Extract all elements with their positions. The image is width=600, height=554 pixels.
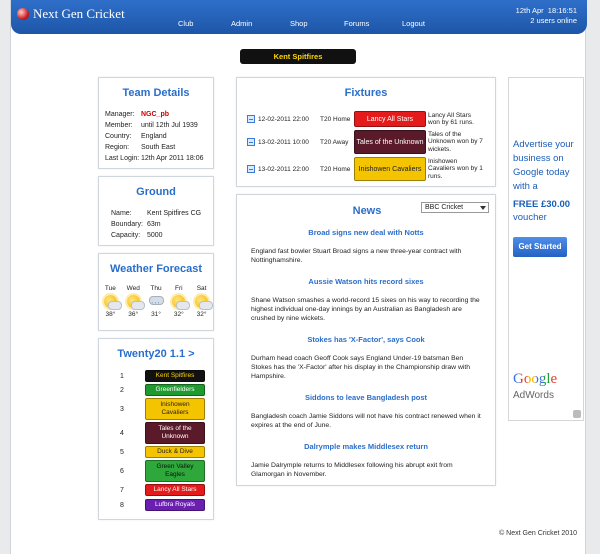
weather-day: Thu ' ' ' 31°	[147, 285, 165, 318]
team-link[interactable]: Inishowen Cavaliers	[145, 398, 205, 420]
news-box	[236, 194, 496, 486]
header-info	[516, 6, 577, 26]
get-started-button[interactable]: Get Started	[513, 237, 567, 257]
header-time: 18:16:51	[547, 6, 577, 15]
sun-cloud-icon	[127, 295, 140, 308]
opponent-link[interactable]: Tales of the Unknown	[354, 130, 426, 154]
news-body: Durham head coach Geoff Cook says England Under-19 batsman Ben Stokes has the 'X-Factor' after his display in the Championship draw with Hampshire.	[251, 355, 471, 380]
sun-cloud-icon	[195, 295, 208, 308]
team-link[interactable]: Greenfielders	[145, 384, 205, 396]
fixtures-box	[236, 77, 496, 187]
team-detail-country: Country: England	[105, 133, 167, 140]
nav-forums[interactable]: Forums	[344, 19, 370, 28]
nav-shop[interactable]: Shop	[290, 19, 308, 28]
team-details-box	[98, 77, 214, 169]
table-row: 5 Duck & Dive	[99, 446, 213, 458]
news-title: News	[352, 205, 382, 217]
main-nav	[11, 19, 587, 31]
ad-info-icon[interactable]	[573, 410, 581, 418]
weather-days	[99, 285, 213, 318]
news-body: Shane Watson smashes a world-record 15 sixes on his way to recording the highest individual one-day innings by an Australian as Bangladesh are crushed by nine wickets.	[251, 297, 480, 322]
table-row: 4 Tales of the Unknown	[99, 422, 213, 444]
fixture-row: 12-02-2011 22:00 T20 Home Lancy All Stars Lancy All Stars won by 61 runs.	[247, 111, 484, 127]
weather-day: Fri 32°	[173, 285, 184, 318]
fixture-row: 13-02-2011 22:00 T20 Home Inishowen Cavaliers Inishowen Cavaliers won by 1 runs.	[247, 157, 484, 181]
scorecard-icon[interactable]	[247, 165, 255, 173]
footer-copyright: © Next Gen Cricket 2010	[499, 530, 577, 537]
table-row: 8 Lufbra Royals	[99, 499, 213, 511]
ad-free: FREE £30.00	[513, 199, 571, 210]
fixture-result: Lancy All Stars won by 61 runs.	[428, 111, 474, 126]
team-detail-member: Member: until 12th Jul 1939	[105, 122, 198, 129]
sun-cloud-icon	[104, 295, 117, 308]
table-row: 7 Lancy All Stars	[99, 484, 213, 496]
google-logo	[513, 371, 557, 388]
fixture-result: Tales of the Unknown won by 7 wickets.	[428, 130, 483, 153]
weather-day: Tue 38°	[104, 285, 116, 318]
news-headline[interactable]: Siddons to leave Bangladesh post	[304, 393, 428, 402]
google-brand: Google	[513, 371, 558, 387]
twenty20-box	[98, 338, 214, 520]
table-row: 3 Inishowen Cavaliers	[99, 398, 213, 420]
scorecard-icon[interactable]	[247, 138, 255, 146]
sun-cloud-icon	[172, 295, 185, 308]
weather-title: Weather Forecast	[109, 263, 203, 275]
users-online: 2 users online	[530, 16, 577, 25]
news-headline[interactable]: Dalrymple makes Middlesex return	[304, 442, 428, 451]
header-date: 12th Apr	[515, 6, 544, 15]
weather-day: Wed 36°	[126, 285, 140, 318]
nav-logout[interactable]: Logout	[402, 19, 425, 28]
ad-voucher: voucher	[513, 212, 547, 223]
weather-box	[98, 253, 214, 331]
weather-day: Sat 32°	[196, 285, 207, 318]
ground-name: Name: Kent Spitfires CG	[111, 210, 202, 217]
opponent-link[interactable]: Inishowen Cavaliers	[354, 157, 426, 181]
ground-title: Ground	[136, 186, 176, 198]
news-headline[interactable]: Aussie Watson hits record sixes	[308, 277, 424, 286]
fixture-row: 13-02-2011 10:00 T20 Away Tales of the Unknown Tales of the Unknown won by 7 wickets.	[247, 130, 484, 154]
rain-icon	[149, 295, 162, 308]
table-row: 2 Greenfielders	[99, 384, 213, 396]
team-detail-last-login: Last Login: 12th Apr 2011 18:06	[105, 155, 204, 162]
news-body: Jamie Dalrymple returns to Middlesex following his abrupt exit from Glamorgan in November.	[251, 462, 453, 478]
fixtures-title: Fixtures	[344, 87, 388, 99]
team-link[interactable]: Tales of the Unknown	[145, 422, 205, 444]
team-details-title: Team Details	[122, 87, 190, 99]
news-body: Bangladesh coach Jamie Siddons will not have his contract renewed when it expires at the end of June.	[251, 413, 481, 429]
news-body: England fast bowler Stuart Broad signs a new three-year contract with Nottinghamshire.	[251, 248, 462, 264]
ground-box	[98, 176, 214, 246]
logo-text: Next Gen Cricket	[33, 6, 125, 21]
news-headline[interactable]: Broad signs new deal with Notts	[308, 228, 424, 237]
news-source-select[interactable]: BBC Cricket	[421, 202, 489, 213]
nav-club[interactable]: Club	[178, 19, 194, 28]
opponent-link[interactable]: Lancy All Stars	[354, 111, 426, 127]
nav-admin[interactable]: Admin	[231, 19, 253, 28]
ground-capacity: Capacity: 5000	[111, 232, 163, 239]
team-link[interactable]: Duck & Dive	[145, 446, 205, 458]
fixture-result: Inishowen Cavaliers won by 1 runs.	[428, 157, 483, 180]
team-link[interactable]: Green Valley Eagles	[145, 460, 205, 482]
team-link[interactable]: Kent Spitfires	[145, 370, 205, 382]
team-link[interactable]: Lufbra Royals	[145, 499, 205, 511]
adwords-label: AdWords	[513, 390, 554, 401]
google-ad[interactable]	[508, 77, 584, 421]
twenty20-title[interactable]: Twenty20 1.1 >	[117, 348, 195, 360]
page	[10, 0, 586, 554]
news-headline[interactable]: Stokes has 'X-Factor', says Cook	[307, 335, 425, 344]
chevron-down-icon	[480, 206, 486, 210]
table-row: 6 Green Valley Eagles	[99, 460, 213, 482]
team-banner: Kent Spitfires	[240, 49, 356, 64]
ad-text: Advertise your business on Google today with a	[513, 139, 574, 192]
ground-boundary: Boundary: 63m	[111, 221, 161, 228]
team-detail-manager: Manager: NGC_pb	[105, 111, 169, 118]
team-link[interactable]: Lancy All Stars	[145, 484, 205, 496]
table-row: 1 Kent Spitfires	[99, 370, 213, 382]
scorecard-icon[interactable]	[247, 115, 255, 123]
header	[11, 0, 587, 34]
team-detail-region: Region: South East	[105, 144, 176, 151]
